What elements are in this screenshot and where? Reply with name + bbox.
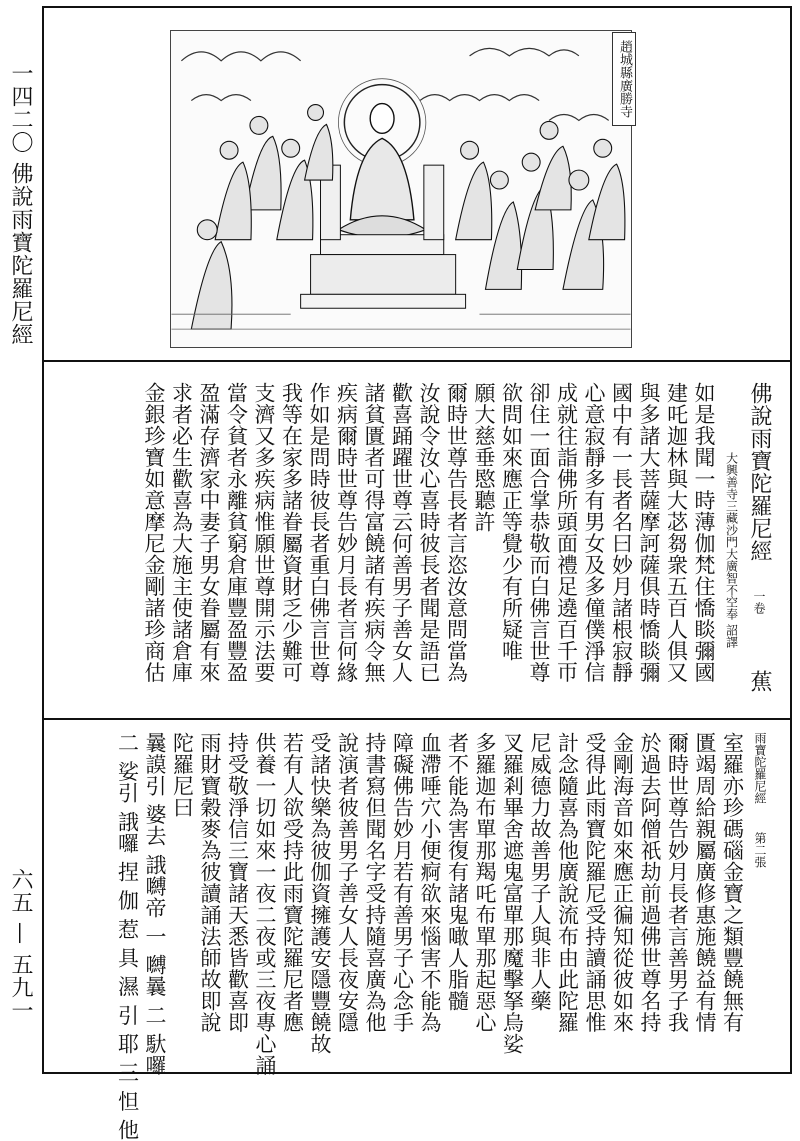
sutra-text-lower [73, 732, 773, 1141]
sutra-text-upper [73, 382, 773, 702]
text-line: 當令貧者永離貧窮倉庫豐盈豐盈 [224, 382, 249, 683]
text-line: 汝說令汝心喜時彼長者聞是語已 [417, 382, 441, 683]
illustration-caption: 趙城縣廣勝寺 [612, 32, 636, 126]
text-line: 若有人欲受持此雨寶陀羅尼者應 [280, 732, 305, 1033]
text-line: 叉羅剎畢舍遮鬼富單那魔擊拏烏娑 [500, 732, 525, 1055]
text-line: 爾時世尊告妙月長者言善男子我 [665, 732, 690, 1033]
text-line: 持受敬淨信三寶諸天悉皆歡喜即 [225, 732, 250, 1033]
text-line: 曩謨引 婆去 誐嚩帝 一 嚩曩 二 馱囉 [143, 732, 167, 1077]
margin-page-number: 六五 — 五九一 [8, 868, 33, 1022]
text-line: 求者必生歡喜為大施主使諸倉庫 [169, 382, 194, 683]
text-line: 我等在家多諸眷屬資財乏少難可 [279, 382, 304, 683]
page-header: 雨寶陀羅尼經第二張 [753, 732, 767, 868]
text-line: 室羅亦珍碼碯金寶之類豐饒無有 [720, 732, 745, 1033]
text-line: 爾時世尊告長者言恣汝意問當為 [444, 382, 469, 683]
text-line: 與多諸大菩薩摩訶薩俱時憍睒彌 [637, 382, 661, 683]
text-line: 盈滿存濟家中妻子男女眷屬有來 [197, 382, 221, 683]
text-line: 作如是問時彼長者重白佛言世尊 [307, 382, 331, 683]
text-line: 諸貧匱者可得富饒諸有疾病令無 [362, 382, 386, 683]
text-line: 受諸快樂為彼伽資擁護安隱豐饒故 [308, 732, 332, 1055]
text-line: 陀羅尼曰 [170, 732, 195, 818]
text-line: 心意寂靜多有男女及多僮僕淨信 [582, 382, 606, 683]
text-line: 疾病爾時世尊告妙月長者言何緣 [334, 382, 359, 683]
text-line: 二 娑引 誐囉 捏 伽 惹 具 濕 引 耶 三 怛 他 [115, 732, 140, 1141]
frontispiece-illustration [170, 30, 632, 348]
text-line: 國中有一長者名曰妙月諸根寂靜 [609, 382, 634, 683]
text-line: 匱竭周給親屬廣修惠施饒益有情 [693, 732, 717, 1033]
text-line: 欲問如來應正等覺少有所疑唯 [499, 382, 524, 662]
text-line: 於過去阿僧祇劫前過佛世尊名持 [638, 732, 662, 1033]
text-line: 障礙佛告妙月若有善男子心念手 [390, 732, 415, 1033]
text-line: 者不能為害復有諸鬼噉人脂髓 [445, 732, 470, 1012]
translator-line: 大興善寺三藏沙門大廣智不空奉 詔譯 [724, 452, 739, 648]
text-line: 計念隨喜為他廣說流布由此陀羅 [555, 732, 580, 1033]
text-line: 受得此雨寶陀羅尼受持讀誦思惟 [583, 732, 607, 1033]
text-line: 願大慈垂愍聽許 [472, 382, 496, 533]
text-line: 說演者彼善男子善女人長夜安隱 [335, 732, 360, 1033]
text-line: 支濟又多疾病惟願世尊開示法要 [252, 382, 276, 683]
divider-bottom [44, 718, 790, 720]
sutra-title: 佛說雨寶陀羅尼經一卷蕉 [747, 382, 772, 693]
text-line: 金銀珍寶如意摩尼金剛諸珍商估 [142, 382, 166, 683]
buddha-assembly-image [171, 31, 631, 347]
text-line: 成就往詣佛所頭面禮足遶百千帀 [554, 382, 579, 683]
text-line: 歡喜踊躍世尊云何善男子善女人 [389, 382, 414, 683]
text-line: 持書寫但聞名字受持隨喜廣為他 [363, 732, 387, 1033]
text-line: 尼威德力故善男子人與非人藥 [528, 732, 552, 1012]
text-line: 如是我聞一時薄伽梵住憍睒彌國 [692, 382, 716, 683]
text-line: 雨財寶穀麥為彼讀誦法師故即說 [198, 732, 222, 1033]
text-line: 建吒迦林與大苾芻衆五百人俱又 [664, 382, 689, 683]
text-line: 金剛海音如來應正徧知從彼如來 [610, 732, 635, 1033]
margin-running-title: 一四二〇 佛說雨寶陀羅尼經 [8, 62, 33, 346]
text-line: 卻住一面合掌恭敬而白佛言世尊 [527, 382, 551, 683]
divider-top [44, 360, 790, 362]
text-line: 供養一切如來一夜二夜或三夜專心誦 [253, 732, 277, 1076]
text-line: 多羅迦布單那羯吒布單那起惡心 [473, 732, 497, 1033]
text-line: 血滯唾穴小便痾欲來惱害不能為 [418, 732, 442, 1033]
